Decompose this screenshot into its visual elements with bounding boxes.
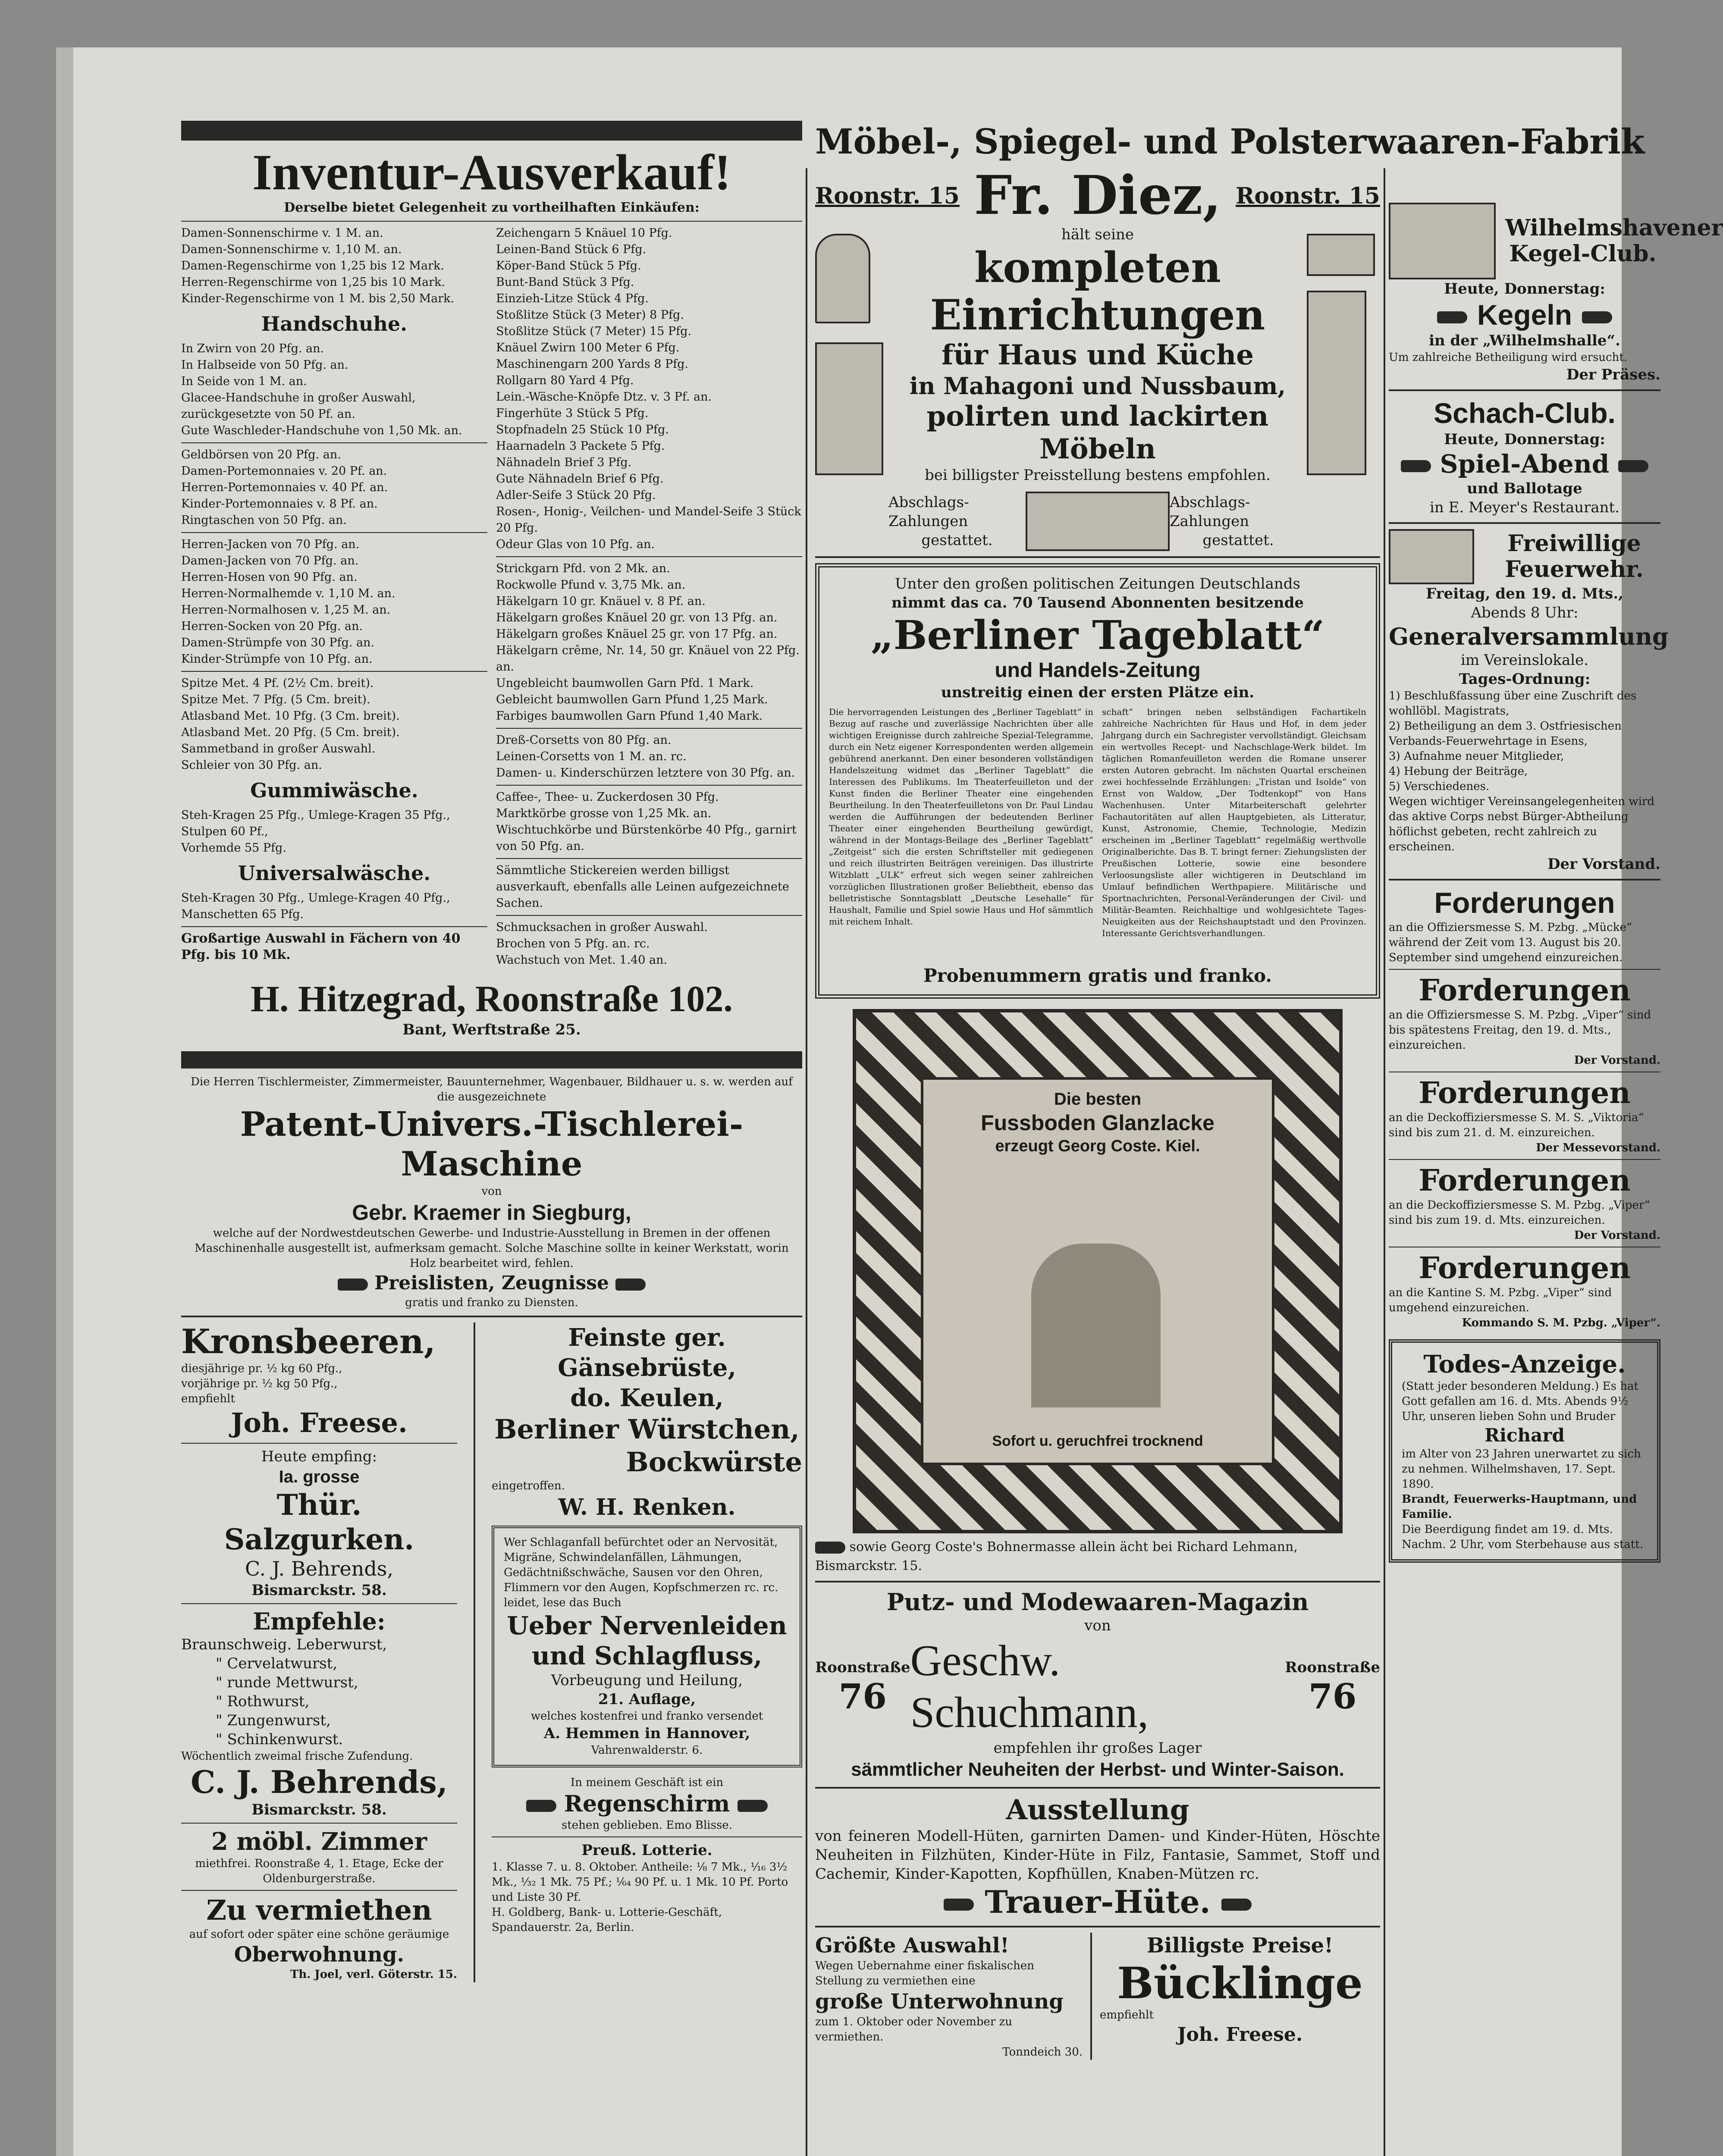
billigster: bei billigster Preisstellung bestens empfohlen. <box>925 467 1271 484</box>
list-item: Damen-Regenschirme von 1,25 bis 12 Mark. <box>181 259 444 273</box>
list-item: Fingerhüte 3 Stück 5 Pfg. <box>496 407 649 420</box>
zimmer-title: 2 möbl. Zimmer <box>211 1827 427 1856</box>
empfiehlt: empfiehlt <box>1100 2009 1154 2021</box>
feuerwehr-name: Freiwillige Feuerwehr. <box>1505 530 1644 583</box>
gestattet-text: gestattet. <box>1202 532 1274 549</box>
roon76-right <box>1285 1658 1380 1716</box>
vermiethen-title: Zu vermiethen <box>206 1894 432 1927</box>
column-c <box>1389 121 1723 1570</box>
tb-title: „Berliner Tageblatt“ <box>870 612 1325 658</box>
list-item: Rollgarn 80 Yard 4 Pfg. <box>496 374 634 387</box>
list-item: Herren-Jacken von 70 Pfg. an. <box>181 538 360 551</box>
putz-title: Putz- und Modewaaren-Magazin <box>886 1588 1309 1616</box>
preuss-lotterie: Preuß. Lotterie. <box>581 1842 712 1859</box>
spiel-abend-text: Spiel-Abend <box>1440 449 1610 479</box>
list-item: Spitze Met. 4 Pf. (2½ Cm. breit). <box>181 677 374 690</box>
list-item: Rosen-, Honig-, Veilchen- und Mandel-Seife 3 Stück 20 Pfg. <box>496 505 801 535</box>
tages-ordnung: Tages-Ordnung: <box>1459 671 1591 688</box>
trauer <box>815 1883 1380 1921</box>
furniture-right <box>1307 225 1380 477</box>
lower-right <box>492 1322 802 1935</box>
vereinslokale: im Vereinslokale. <box>1460 652 1589 669</box>
forderungen-text: an die Offiziersmesse S. M. Pzbg. „Viper“ sind bis spätestens Freitag, den 19. d. Mts., einzureichen. <box>1389 1009 1651 1052</box>
stehen-text: stehen geblieben. Emo Blisse. <box>562 1819 732 1832</box>
roon15-left: Roonstr. 15 <box>815 182 960 209</box>
abschlag-left <box>888 493 1026 550</box>
von-text: von <box>1084 1617 1111 1634</box>
grosse-text: Ia. grosse <box>279 1467 360 1486</box>
pointing-hand-icon <box>738 1800 768 1812</box>
list-item: Zeichengarn 5 Knäuel 10 Pfg. <box>496 226 672 240</box>
tisch-intro: Die Herren Tischlermeister, Zimmermeister, Bauunternehmer, Wagenbauer, Bildhauer u. s. w. werden auf die ausgezeichnete <box>191 1075 793 1103</box>
sofa-illustration <box>1026 492 1170 551</box>
kegel-club-name: Wilhelmshavener Kegel-Club. <box>1505 215 1723 267</box>
pointing-hand-icon <box>338 1279 368 1291</box>
page-edge <box>56 47 73 2156</box>
bant-address: Bant, Werftstraße 25. <box>402 1021 581 1038</box>
tageblatt-ad <box>815 563 1380 999</box>
kegeln-text: Kegeln <box>1477 299 1572 331</box>
tb-handels: und Handels-Zeitung <box>995 659 1201 682</box>
number-76: 76 <box>1309 1676 1357 1717</box>
todes-title: Todes-Anzeige. <box>1423 1350 1626 1379</box>
ordnung-item: 5) Verschiedenes. <box>1389 780 1490 793</box>
buecklinge: Bücklinge <box>1117 1958 1363 2009</box>
ballotage: und Ballotage <box>1467 480 1582 497</box>
bottom-ads <box>815 1933 1380 2060</box>
vermiethen-text: auf sofort oder später eine schöne geräumige <box>189 1928 449 1941</box>
regenschirm <box>492 1790 802 1818</box>
list-item: In Halbseide von 50 Pfg. an. <box>181 358 348 372</box>
ordnung-item: 2) Betheiligung an dem 3. Ostfriesischen Verbands-Feuerwehrtage in Esens, <box>1389 720 1622 748</box>
list-item: Schmucksachen in großer Auswahl. <box>496 921 708 934</box>
tisch-title: Patent-Univers.-Tischlerei-Maschine <box>240 1105 744 1184</box>
moebel-center <box>888 225 1307 551</box>
feuerwehr-header <box>1389 529 1660 584</box>
meyer: in E. Meyer's Restaurant. <box>1429 499 1620 516</box>
list-item: Stopfnadeln 25 Stück 10 Pfg. <box>496 423 669 436</box>
joel-sig: Th. Joel, verl. Göterstr. 15. <box>290 1968 457 1981</box>
list-item: Sammetband in großer Auswahl. <box>181 742 376 755</box>
abschlag-row <box>888 492 1307 551</box>
list-item: Caffee-, Thee- u. Zuckerdosen 30 Pfg. <box>496 790 719 804</box>
tb-text <box>829 706 1366 961</box>
hemmen: A. Hemmen in Hannover, <box>543 1725 750 1742</box>
unterwohnung-ad <box>815 1933 1083 2060</box>
list-item: Herren-Regenschirme von 1,25 bis 10 Mark. <box>181 276 445 289</box>
tb-probe: Probenummern gratis und franko. <box>923 965 1272 986</box>
lower-left <box>181 1322 457 1982</box>
forderungen-title: Forderungen <box>1419 1163 1631 1198</box>
groesste: Größte Auswahl! <box>815 1934 1009 1958</box>
forderungen-text: an die Deckoffiziersmesse S. M. S. „Viktoria“ sind bis zum 21. d. M. einzureichen. <box>1389 1111 1644 1139</box>
newspaper-page <box>56 47 1723 2156</box>
universal-heading: Universalwäsche. <box>238 862 431 885</box>
tb-intro: Unter den großen politischen Zeitungen Deutschlands <box>895 575 1300 592</box>
forderungen-sig: Kommando S. M. Pzbg. „Viper“. <box>1462 1316 1660 1329</box>
mahagoni: in Mahagoni und Nussbaum, <box>909 372 1286 400</box>
forderungen-text: an die Kantine S. M. Pzbg. „Viper“ sind umgehend einzureichen. <box>1389 1286 1612 1314</box>
coste-line-text: sowie Georg Coste's Bohnermasse allein ächt bei Richard Lehmann, Bismarckstr. 15. <box>815 1539 1298 1573</box>
list-item: Ringtaschen von 50 Pfg. an. <box>181 514 347 527</box>
list-item: Vorhemde 55 Pfg. <box>181 841 286 855</box>
unterwohnung: große Unterwohnung <box>815 1990 1064 2014</box>
krons-title: Kronsbeeren, <box>181 1322 436 1361</box>
moebel-title: Möbel-, Spiegel- und Polsterwaaren-Fabrik <box>815 121 1645 162</box>
kegeln <box>1389 298 1660 331</box>
list-item: Atlasband Met. 10 Pfg. (3 Cm. breit). <box>181 709 400 723</box>
freese-name: Joh. Freese. <box>231 1407 408 1438</box>
forderungen-title: Forderungen <box>1419 1251 1631 1285</box>
abends: Abends 8 Uhr: <box>1471 604 1579 621</box>
list-item: Bunt-Band Stück 3 Pfg. <box>496 276 634 289</box>
list-item: Leinen-Corsetts von 1 M. an. rc. <box>496 750 687 763</box>
behrends-small: C. J. Behrends, <box>245 1557 394 1580</box>
list-item: Nähnadeln Brief 3 Pfg. <box>496 456 632 469</box>
tb-intro2: nimmt das ca. 70 Tausend Abonnenten besitzende <box>891 594 1304 611</box>
list-item: Einzieh-Litze Stück 4 Pfg. <box>496 292 649 305</box>
fire-helmet-illustration <box>1389 529 1474 584</box>
list-item: Wachstuch von Met. 1.40 an. <box>496 953 668 967</box>
list-item: In Zwirn von 20 Pfg. an. <box>181 342 324 355</box>
freitag: Freitag, den 19. d. Mts., <box>1426 585 1623 602</box>
todes-text: im Alter von 23 Jahren unerwartet zu sich zu nehmen. Wilhelmshaven, 17. Sept. 1890. <box>1402 1448 1641 1491</box>
oberwohnung: Oberwohnung. <box>234 1943 405 1967</box>
inventur-lists <box>181 225 802 968</box>
kompleten: kompleten Einrichtungen <box>930 243 1265 339</box>
heute-text: Heute empfing: <box>261 1448 377 1465</box>
coste-bottom: Sofort u. geruchfrei trocknend <box>992 1433 1203 1449</box>
polirten: polirten und lackirten Möbeln <box>926 400 1269 465</box>
top-bar <box>181 121 802 141</box>
list-item: Damen- u. Kinderschürzen letztere von 30 Pfg. an. <box>496 766 795 780</box>
list-item: Kinder-Portemonnaies v. 8 Pf. an. <box>181 497 378 511</box>
nerven-ad <box>492 1526 802 1767</box>
pointing-hand-icon <box>944 1899 974 1911</box>
faecher-text: Großartige Auswahl in Fächern von 40 Pfg. bis 10 Mk. <box>181 931 461 962</box>
list-item: Herren-Portemonnaies v. 40 Pf. an. <box>181 481 388 494</box>
list-item: Herren-Normalhemde v. 1,10 M. an. <box>181 587 395 600</box>
krons-line: diesjährige pr. ½ kg 60 Pfg., <box>181 1362 342 1375</box>
column-a <box>181 121 802 1982</box>
schuchmann-row <box>815 1635 1380 1739</box>
section-bar <box>181 1051 802 1069</box>
list-item: Damen-Portemonnaies v. 20 Pf. an. <box>181 464 387 478</box>
todes-text: (Statt jeder besonderen Meldung.) Es hat Gott gefallen am 16. d. Mts. Abends 9½ Uhr, unseren lieben Sohn und Bruder <box>1402 1380 1638 1423</box>
forderungen-text: an die Deckoffiziersmesse S. M. Pzbg. „Viper“ sind bis zum 19. d. Mts. einzureichen. <box>1389 1199 1650 1227</box>
wurst-item: " Schinkenwurst. <box>216 1731 343 1748</box>
gratis-text: gratis und franko zu Diensten. <box>405 1296 578 1309</box>
spiel-abend <box>1389 449 1660 479</box>
list-item: Rockwolle Pfund v. 3,75 Mk. an. <box>496 578 686 592</box>
wurst-item: " Cervelatwurst, <box>216 1655 338 1672</box>
inventur-right <box>496 225 802 968</box>
pointing-hand-icon <box>615 1279 646 1291</box>
wegen-wichtiger: Wegen wichtiger Vereinsangelegenheiten wird das aktive Corps nebst Bürger-Abtheilung höflichst gebeten, recht zahlreich zu erscheinen. <box>1389 795 1655 853</box>
wurst-item: " Rothwurst, <box>216 1693 310 1710</box>
list-item: Herren-Normalhosen v. 1,25 M. an. <box>181 603 391 617</box>
list-item: Leinen-Band Stück 6 Pfg. <box>496 243 647 256</box>
brandt: Brandt, Feuerwerks-Hauptmann, und Familie. <box>1402 1493 1637 1521</box>
preislisten <box>181 1271 802 1295</box>
forderungen-title: Forderungen <box>1434 887 1615 919</box>
kegel-bitte: Um zahlreiche Betheiligung wird ersucht. <box>1389 351 1628 364</box>
berliner-wuerstchen: Berliner Würstchen, <box>494 1413 800 1445</box>
list-item: Häkelgarn 10 gr. Knäuel v. 8 Pf. an. <box>496 595 706 608</box>
column-rule <box>1384 168 1385 2156</box>
von-text: von <box>481 1185 502 1198</box>
ordnung-item: 1) Beschlußfassung über eine Zuschrift des wohllöbl. Magistrats, <box>1389 689 1637 718</box>
coste-banner: Fussboden Glanzlacke <box>981 1111 1215 1135</box>
pointing-hand-icon <box>1618 460 1648 472</box>
bowling-illustration <box>1389 203 1496 279</box>
list-item: Brochen von 5 Pfg. an. rc. <box>496 937 650 950</box>
nerven-title: Ueber Nervenleiden und Schlagfluss, <box>507 1611 787 1670</box>
wurst-item: " Zungenwurst, <box>216 1712 331 1729</box>
gaense: Feinste ger. Gänsebrüste, <box>558 1323 736 1382</box>
forderungen-sig: Der Vorstand. <box>1574 1054 1660 1067</box>
woman-figure-illustration <box>1031 1244 1161 1407</box>
coste-line <box>815 1538 1380 1576</box>
pointing-hand-icon <box>1582 311 1612 323</box>
salzgurken: Thür. Salzgurken. <box>224 1488 414 1556</box>
list-item: Glacee-Handschuhe in großer Auswahl, zurückgesetzte von 50 Pf. an. <box>181 391 416 421</box>
list-item: Strickgarn Pfd. von 2 Mk. an. <box>496 562 670 575</box>
tb-text-left: Die hervorragenden Leistungen des „Berliner Tageblatt“ in Bezug auf rasche und zuverlässige Nachrichten über alle wichtigen Ereignisse durch zahlreiche Spezial-Telegramme, durch ein Netz eigener Korrespondenten werden allgemein gebührend anerkannt. Den einer besonderen vollständigen Handelszeitung widmet das „Berliner Tageblatt“ die Interessen des Publikums. Im Theaterfeuilleton und der Kunst finden die Berliner Theater eine eingehenden Beurtheilung. In den Theaterfeuilletons von Dr. Paul Lindau werden die Aufführungen der bedeutenden Berliner Theater einer eingehenden Beurtheilung gewürdigt, während in der Montags-Beilage des „Berliner Tageblatt“ „Zeitgeist“ sich die ersten Schriftsteller mit gediegenen und reich illustrirten Beiträgen vereinigen. Das illustrirte Witzblatt „ULK“ erfreut sich wegen seiner zahlreichen vorzüglichen Illustrationen großer Beliebtheit, ebenso das belletristische Sonntagsblatt „Deutsche Lesehalle“ für Haushalt, Familie und Spiel sowie Haus und Hof sämmtlich mit reichem Inhalt. <box>829 707 1093 927</box>
inventur-title: Inventur-Ausverkauf! <box>252 144 731 201</box>
schach-club: Schach-Club. <box>1434 397 1616 429</box>
ausstellung-text: von feineren Modell-Hüten, garnirten Damen- und Kinder-Hüten, Höschte Neuheiten in Filzhüten, Kinder-Hüte in Filz, Fantasie, Sammet, Stoff und Cachemir, Kinder-Kapotten, Kopfhüllen, Knaben-Mützen rc. <box>815 1827 1380 1883</box>
list-item: Stoßlitze Stück (3 Meter) 8 Pfg. <box>496 308 684 322</box>
tisch-text: welche auf der Nordwestdeutschen Gewerbe- und Industrie-Ausstellung in Bremen in der offenen Maschinenhalle ausgestellt ist, aufmerksam gemacht. Solche Maschine sollte in keiner Werkstatt, worin Holz bearbeitet wird, fehlen. <box>195 1227 789 1270</box>
keulen: do. Keulen, <box>570 1384 724 1412</box>
todes-anzeige <box>1389 1339 1660 1563</box>
ordnung-item: 3) Aufnahme neuer Mitglieder, <box>1389 750 1564 763</box>
haelt: hält seine <box>1061 226 1134 243</box>
cabinet-illustration <box>815 342 883 475</box>
forderungen-sig: Der Vorstand. <box>1574 1229 1660 1242</box>
ausstellung: Ausstellung <box>1006 1794 1189 1826</box>
list-item: Steh-Kragen 25 Pfg., Umlege-Kragen 35 Pfg., Stulpen 60 Pf., <box>181 808 450 838</box>
furniture-left <box>815 225 888 477</box>
praeses: Der Präses. <box>1566 366 1660 383</box>
list-item: Damen-Sonnenschirme v. 1,10 M. an. <box>181 243 402 256</box>
list-item: Dreß-Corsetts von 80 Pfg. an. <box>496 733 672 747</box>
list-item: Damen-Sonnenschirme v. 1 M. an. <box>181 226 383 240</box>
chair-illustration <box>815 234 870 323</box>
list-item: Gute Nähnadeln Brief 6 Pfg. <box>496 472 664 486</box>
buecklinge-ad <box>1100 1933 1380 2047</box>
renken-name: W. H. Renken. <box>558 1494 736 1520</box>
moebel-body <box>815 225 1380 551</box>
haus-kueche: für Haus und Küche <box>942 339 1254 371</box>
regenschirm-text: Regenschirm <box>564 1791 730 1817</box>
krons-line: empfiehlt <box>181 1392 235 1405</box>
wurst-item: Braunschweig. Leberwurst, <box>181 1636 387 1653</box>
wilhelmshalle: in der „Wilhelmshalle“. <box>1429 332 1620 349</box>
forderungen-title: Forderungen <box>1419 973 1631 1008</box>
krons-line: vorjährige pr. ½ kg 50 Pfg., <box>181 1377 338 1390</box>
pointing-hand-icon <box>1221 1899 1252 1911</box>
bockwuerste: Bockwürste <box>626 1446 802 1478</box>
diez-name: Fr. Diez, <box>974 164 1221 227</box>
inventur-left <box>181 225 487 968</box>
pointing-hand-icon <box>1401 460 1431 472</box>
beerdigung: Die Beerdigung findet am 19. d. Mts. Nachm. 2 Uhr, vom Sterbehause aus statt. <box>1402 1523 1643 1551</box>
tb-text-right: schaft“ bringen neben selbständigen Fachartikeln zahlreiche Nachrichten für Haus und Hof, in dem jeder Jahrgang durch ein Sachregister vervollständigt. Gleichsam ein wertvolles Recept- und Nachschlage-Werk bildet. Im täglichen Romanfeuilleton werden die Romane unserer ersten Autoren gebracht. Im nächsten Quartal erscheinen zwei hochfesselnde Erzählungen: „Tristan und Isolde“ von Ernst von Waldow, „Der Todtenkopf“ von Hans Wachenhusen. Unter Mitarbeiterschaft gelehrter Fachautoritäten auf allen Hauptgebieten, als Litteratur, Kunst, Astronomie, Chemie, Technologie, Medizin erscheinen im „Berliner Tageblatt“ regelmäßig werthvolle Originalberichte. Das B. T. bringt ferner: Ziehungslisten der Preußischen Lotterie, sowie eine besondere Verloosungsliste aller wichtigeren in Deutschland im Umlauf befindlichen Werthpapiere. Militärische und Sportnachrichten, Personal-Veränderungen der Civil- und Militär-Beamten. Reichhaltige und wohlgesichtete Tages-Neuigkeiten aus der Reichshauptstadt und den Provinzen. Interessante Gerichtsverhandlungen. <box>1102 707 1366 938</box>
empfehle: Empfehle: <box>253 1608 386 1635</box>
preislisten-text: Preislisten, Zeugnisse <box>374 1272 609 1294</box>
gummi-heading: Gummiwäsche. <box>250 779 418 802</box>
list-item: Damen-Jacken von 70 Pfg. an. <box>181 554 359 567</box>
list-item: Lein.-Wäsche-Knöpfe Dtz. v. 3 Pf. an. <box>496 390 712 404</box>
bismarck-text: Bismarckstr. 58. <box>251 1582 387 1599</box>
woechentlich: Wöchentlich zweimal frische Zufendung. <box>181 1750 413 1763</box>
list-item: Kinder-Strümpfe von 10 Pfg. an. <box>181 652 373 666</box>
list-item: Ungebleicht baumwollen Garn Pfd. 1 Mark. <box>496 677 754 690</box>
tb-unstreitig: unstreitig einen der ersten Plätze ein. <box>941 684 1255 701</box>
list-item: Spitze Met. 7 Pfg. (5 Cm. breit). <box>181 693 370 706</box>
diez-row <box>815 166 1380 225</box>
list-item: Marktkörbe grosse von 1,25 Mk. an. <box>496 807 712 820</box>
gestattet-text: gestattet. <box>921 532 993 549</box>
list-item: Geldbörsen von 20 Pfg. an. <box>181 448 341 461</box>
list-item: Häkelgarn großes Knäuel 25 gr. von 17 Pfg. an. <box>496 627 778 641</box>
list-item: In Seide von 1 M. an. <box>181 375 307 388</box>
hemmen-addr: Vahrenwalderstr. 6. <box>591 1744 703 1757</box>
roon15-right: Roonstr. 15 <box>1236 182 1380 209</box>
list-item: Häkelgarn großes Knäuel 20 gr. von 13 Pfg. an. <box>496 611 778 624</box>
bed-illustration <box>1307 234 1375 276</box>
generalversammlung: Generalversammlung <box>1389 623 1669 650</box>
column-rule <box>806 168 807 2156</box>
bismarck-text: Bismarckstr. 58. <box>251 1801 387 1818</box>
list-item: Gebleicht baumwollen Garn Pfund 1,25 Mark. <box>496 693 768 706</box>
list-item: Schleier von 30 Pfg. an. <box>181 758 322 772</box>
welches: welches kostenfrei und franko versendet <box>530 1710 763 1723</box>
list-item: Steh-Kragen 30 Pfg., Umlege-Kragen 40 Pfg., Manschetten 65 Pfg. <box>181 891 450 921</box>
freese-name: Joh. Freese. <box>1177 2024 1303 2046</box>
kegel-header <box>1389 203 1723 279</box>
list-item: Haarnadeln 3 Packete 5 Pfg. <box>496 439 665 453</box>
list-item: Kinder-Regenschirme von 1 M. bis 2,50 Mark. <box>181 292 455 305</box>
number-76: 76 <box>838 1676 887 1717</box>
coste-banner: Die besten <box>1054 1090 1142 1109</box>
roonstrasse-text: Roonstraße <box>815 1659 910 1676</box>
abschlag-right <box>1170 493 1307 550</box>
column-rule <box>474 1322 475 1982</box>
list-item: Maschinengarn 200 Yards 8 Pfg. <box>496 357 689 371</box>
neuheiten: sämmtlicher Neuheiten der Herbst- und Winter-Saison. <box>851 1759 1344 1780</box>
stove-illustration <box>1307 291 1366 475</box>
wegen-text: Wegen Uebernahme einer fiskalischen Stellung zu vermiethen eine <box>815 1959 1034 1987</box>
tonndeich: Tonndeich 30. <box>1002 2046 1083 2059</box>
regen-intro: In meinem Geschäft ist ein <box>570 1776 724 1789</box>
coste-frame <box>921 1077 1274 1465</box>
list-item: Herren-Hosen von 90 Pfg. an. <box>181 570 358 584</box>
hitzegrad-name: H. Hitzegrad, Roonstraße 102. <box>251 978 733 1019</box>
roon76-left <box>815 1658 910 1716</box>
kraemer-name: Gebr. Kraemer in Siegburg, <box>352 1200 631 1225</box>
coste-banner: erzeugt Georg Coste. Kiel. <box>995 1137 1200 1155</box>
list-item: Damen-Strümpfe von 30 Pfg. an. <box>181 636 375 649</box>
forderungen-sig: Der Messevorstand. <box>1536 1141 1660 1154</box>
vorstand: Der Vorstand. <box>1547 856 1660 873</box>
list-item: Gute Waschleder-Handschuhe von 1,50 Mk. an. <box>181 424 462 437</box>
billigste: Billigste Preise! <box>1146 1934 1334 1958</box>
list-item: Farbiges baumwollen Garn Pfund 1,40 Mark. <box>496 709 763 723</box>
auflage: 21. Auflage, <box>598 1691 696 1708</box>
kegel-heute: Heute, Donnerstag: <box>1444 280 1605 298</box>
schuchmann-name: Geschw. Schuchmann, <box>910 1636 1149 1737</box>
list-item: Odeur Glas von 10 Pfg. an. <box>496 538 655 551</box>
column-rule <box>1090 1933 1092 2060</box>
handschuhe-heading: Handschuhe. <box>261 312 408 335</box>
pointing-hand-icon <box>1437 311 1467 323</box>
list-item: Atlasband Met. 20 Pfg. (5 Cm. breit). <box>181 726 400 739</box>
list-item: Knäuel Zwirn 100 Meter 6 Pfg. <box>496 341 680 354</box>
pointing-hand-icon <box>526 1800 556 1812</box>
list-item: Herren-Socken von 20 Pfg. an. <box>181 620 363 633</box>
oktober-text: zum 1. Oktober oder November zu vermiethen. <box>815 2015 1013 2043</box>
pointing-hand-icon <box>815 1542 845 1554</box>
zimmer-text: miethfrei. Roonstraße 4, 1. Etage, Ecke der Oldenburgerstraße. <box>195 1857 443 1885</box>
list-item: Häkelgarn crême, Nr. 14, 50 gr. Knäuel von 22 Pfg. an. <box>496 644 800 674</box>
wurst-item: " runde Mettwurst, <box>216 1674 358 1691</box>
eingetroffen: eingetroffen. <box>492 1479 565 1492</box>
lower-ads <box>181 1322 802 1982</box>
ordnung-item: 4) Hebung der Beiträge, <box>1389 765 1528 778</box>
list-item: Wischtuchkörbe und Bürstenkörbe 40 Pfg., garnirt von 50 Pfg. an. <box>496 823 797 853</box>
lotterie-text: 1. Klasse 7. u. 8. Oktober. Antheile: ⅛ 7 Mk., ⅟₁₆ 3½ Mk., ⅟₃₂ 1 Mk. 75 Pf.; ⅟₆₄ 90 Pf. u. 1 Mk. 10 Pf. Porto und Liste 30 Pf. <box>492 1861 788 1904</box>
abschlag-text: Abschlags-Zahlungen <box>888 494 969 530</box>
vorbeugung: Vorbeugung und Heilung, <box>551 1672 743 1689</box>
forderungen-title: Forderungen <box>1419 1076 1631 1110</box>
trauer-text: Trauer-Hüte. <box>985 1883 1211 1920</box>
schach-heute: Heute, Donnerstag: <box>1444 431 1605 448</box>
roonstrasse-text: Roonstraße <box>1285 1659 1380 1676</box>
list-item: Stoßlitze Stück (7 Meter) 15 Pfg. <box>496 325 692 338</box>
list-item: Adler-Seife 3 Stück 20 Pfg. <box>496 489 656 502</box>
empfehlen: empfehlen ihr großes Lager <box>993 1739 1202 1757</box>
forderungen-text: an die Offiziersmesse S. M. Pzbg. „Mücke“ während der Zeit vom 13. August bis 20. September sind umgehend einzureichen. <box>1389 921 1632 964</box>
coste-illustration <box>853 1009 1343 1533</box>
inventur-subtitle: Derselbe bietet Gelegenheit zu vortheilhaften Einkäufen: <box>284 200 700 215</box>
stickereien-text: Sämmtliche Stickereien werden billigst ausverkauft, ebenfalls alle Leinen aufgezeichnete Sachen. <box>496 864 789 910</box>
goldberg-text: H. Goldberg, Bank- u. Lotterie-Geschäft, Spandauerstr. 2a, Berlin. <box>492 1906 722 1934</box>
behrends-big: C. J. Behrends, <box>191 1764 448 1800</box>
schlag-intro: Wer Schlaganfall befürchtet oder an Nervosität, Migräne, Schwindelanfällen, Lähmungen, Gedächtnißschwäche, Sausen vor den Ohren, Flimmern vor den Augen, Kopfschmerzen rc. rc. leidet, lese das Buch <box>504 1536 778 1609</box>
richard-name: Richard <box>1484 1425 1565 1446</box>
list-item: Köper-Band Stück 5 Pfg. <box>496 259 641 273</box>
abschlag-text: Abschlags-Zahlungen <box>1169 494 1250 530</box>
